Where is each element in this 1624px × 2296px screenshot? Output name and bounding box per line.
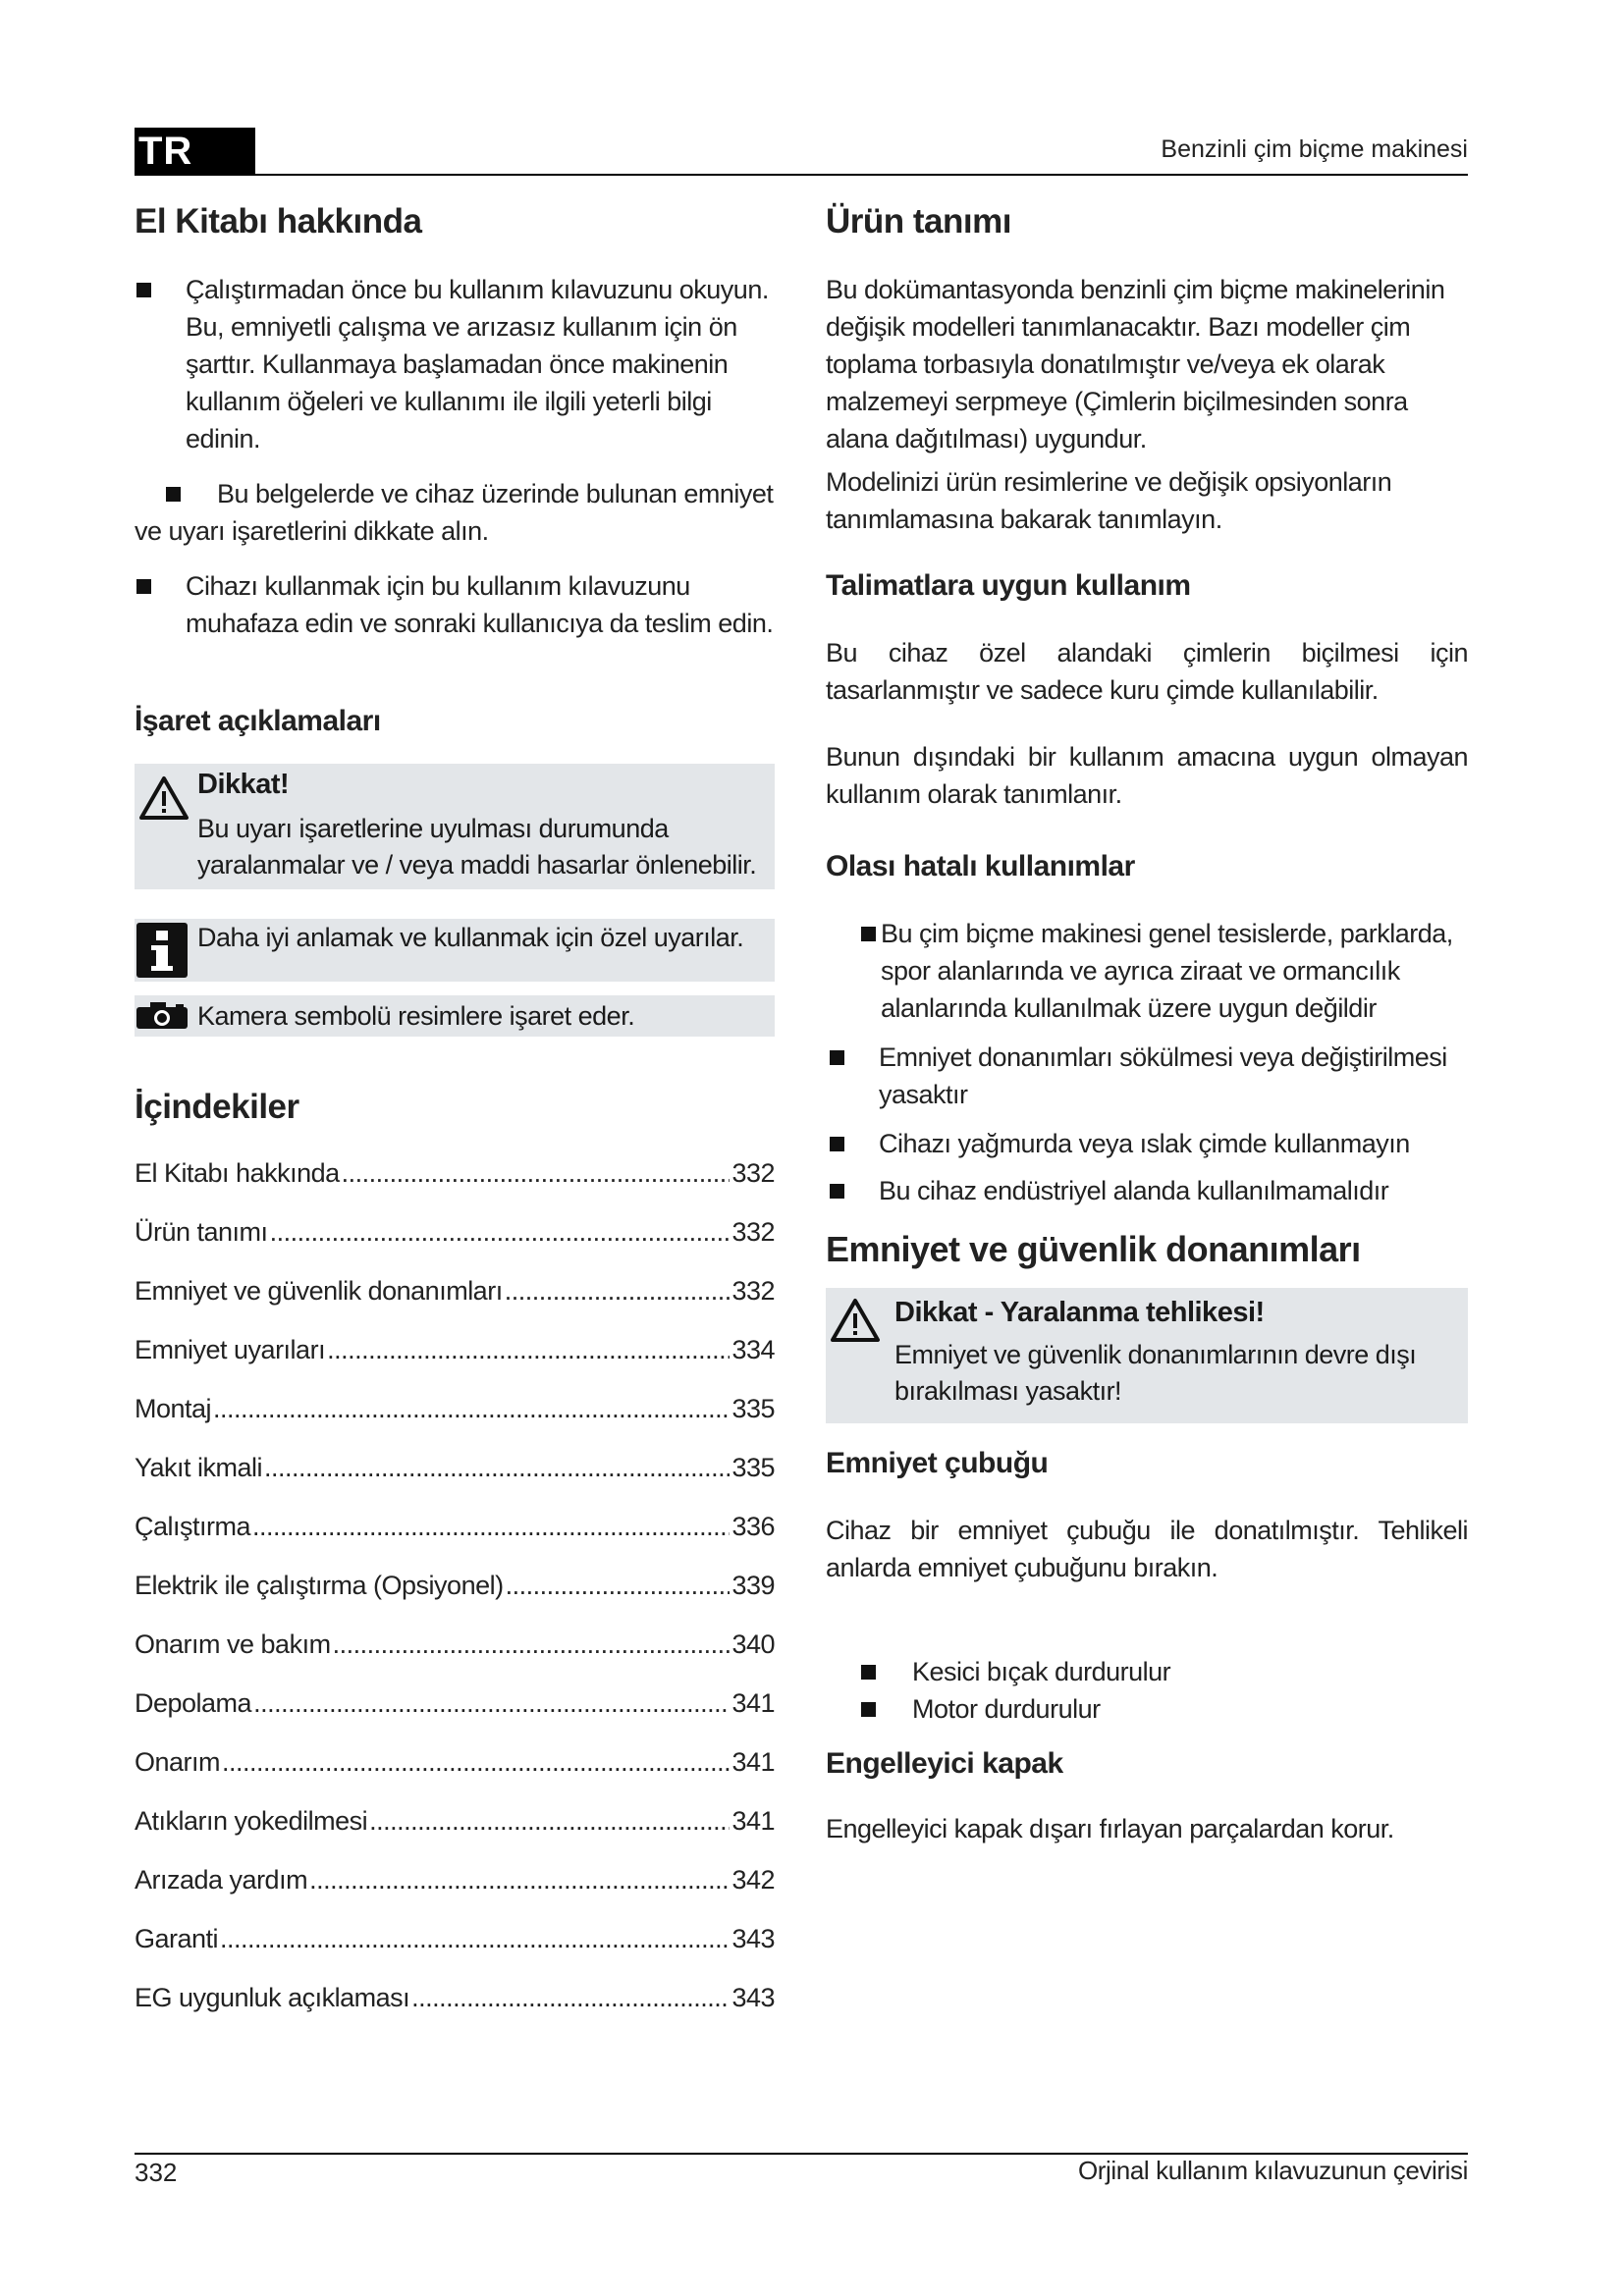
- footer-note: Orjinal kullanım kılavuzunun çevirisi: [1077, 2156, 1468, 2185]
- toc-entry[interactable]: Elektrik ile çalıştırma (Opsiyonel) ..... 339: [135, 1567, 775, 1626]
- about-bullet-3-text: Cihazı kullanmak için bu kullanım kılavuzunu muhafaza edin ve sonraki kullanıcıya da teslim edin.: [186, 571, 774, 638]
- misuse-bullet-1: [826, 915, 1493, 1027]
- toc-entry[interactable]: Montaj ..... 335: [135, 1390, 775, 1449]
- toc-entry[interactable]: Arızada yardım ..... 342: [135, 1861, 775, 1920]
- product-heading: Ürün tanımı: [826, 202, 1011, 240]
- info-text: Daha iyi anlamak ve kullanmak için özel uyarılar.: [197, 923, 744, 952]
- signs-heading: İşaret açıklamaları: [135, 705, 381, 737]
- camera-notice: [135, 995, 775, 1037]
- flap-heading: Engelleyici kapak: [826, 1747, 1063, 1780]
- intended-use-paragraph-2: Bunun dışındaki bir kullanım amacına uygun olmayan kullanım olarak tanımlanır.: [826, 742, 1468, 809]
- misuse-heading: Olası hatalı kullanımlar: [826, 850, 1135, 882]
- safety-warning-title: Dikkat - Yaralanma tehlikesi!: [894, 1297, 1265, 1328]
- bullet-square-icon: [861, 1702, 876, 1717]
- language-badge: TR: [135, 128, 255, 175]
- toc-entry[interactable]: Yakıt ikmali ..... 335: [135, 1449, 775, 1508]
- warning-title: Dikkat!: [197, 769, 290, 800]
- about-bullet-3: [135, 567, 775, 642]
- toc-entry[interactable]: Depolama ..... 341: [135, 1684, 775, 1743]
- misuse-bullet-4: [826, 1172, 1468, 1209]
- product-paragraph-1: Bu dokümantasyonda benzinli çim biçme makinelerinin değişik modelleri tanımlanacaktır. Bazı modeller çim toplama torbasıyla donatılmıştır ve/veya ek olarak malzemeyi serpmeye (Çimlerin biçilmesinden sonra alana dağıtılması) uygundur.: [826, 275, 1445, 454]
- warning-text: Bu uyarı işaretlerine uyulması durumunda yaralanmalar ve / veya maddi hasarlar önlenebilir.: [197, 814, 757, 880]
- safety-bar-heading: Emniyet çubuğu: [826, 1447, 1049, 1479]
- toc-heading: İçindekiler: [135, 1088, 299, 1126]
- intended-use-heading: Talimatlara uygun kullanım: [826, 569, 1191, 602]
- about-bullet-2-text: Bu belgelerde ve cihaz üzerinde bulunan emniyet ve uyarı işaretlerini dikkate alın.: [135, 479, 774, 546]
- page-number: 332: [135, 2158, 178, 2187]
- flap-paragraph: Engelleyici kapak dışarı fırlayan parçalardan korur.: [826, 1814, 1394, 1843]
- bullet-square-icon: [166, 487, 181, 502]
- bullet-square-icon: [861, 1665, 876, 1680]
- bullet-square-icon: [830, 1050, 844, 1065]
- bullet-square-icon: [136, 283, 151, 297]
- product-paragraph-2: Modelinizi ürün resimlerine ve değişik opsiyonların tanımlamasına bakarak tanımlayın.: [826, 467, 1392, 534]
- bullet-square-icon: [136, 579, 151, 594]
- toc-entry[interactable]: Atıkların yokedilmesi ..... 341: [135, 1802, 775, 1861]
- header-divider: [135, 174, 1468, 176]
- toc-entry[interactable]: Ürün tanımı ..... 332: [135, 1213, 775, 1272]
- toc-entry[interactable]: Çalıştırma ..... 336: [135, 1508, 775, 1567]
- toc-entry[interactable]: Onarım ..... 341: [135, 1743, 775, 1802]
- safety-bar-bullet-2-text: Motor durdurulur: [912, 1694, 1101, 1724]
- toc-entry[interactable]: EG uygunluk açıklaması ..... 343: [135, 1979, 775, 2038]
- safety-bar-bullet-1: [826, 1653, 1468, 1690]
- about-bullet-1: [135, 271, 775, 457]
- toc-list: [135, 1154, 775, 2038]
- safety-warning-text: Emniyet ve güvenlik donanımlarının devre dışı bırakılması yasaktır!: [894, 1340, 1417, 1406]
- misuse-bullet-3-text: Cihazı yağmurda veya ıslak çimde kullanmayın: [879, 1129, 1410, 1158]
- intended-use-paragraph-1: Bu cihaz özel alandaki çimlerin biçilmesi için tasarlanmıştır ve sadece kuru çimde kullanılabilir.: [826, 638, 1468, 705]
- misuse-bullet-2: [826, 1039, 1468, 1113]
- bullet-square-icon: [861, 927, 876, 941]
- bullet-square-icon: [830, 1184, 844, 1199]
- warning-triangle-icon: [830, 1298, 881, 1348]
- camera-icon: [135, 999, 189, 1036]
- misuse-bullet-2-text: Emniyet donanımları sökülmesi veya değiştirilmesi yasaktır: [879, 1042, 1447, 1109]
- toc-entry[interactable]: Garanti ..... 343: [135, 1920, 775, 1979]
- toc-entry[interactable]: Emniyet ve güvenlik donanımları ..... 332: [135, 1272, 775, 1331]
- about-bullet-1-text: Çalıştırmadan önce bu kullanım kılavuzunu okuyun. Bu, emniyetli çalışma ve arızasız kullanım için ön şarttır. Kullanmaya başlamadan önce makinenin kullanım öğeleri ve kullanımı ile ilgili yeterli bilgi edinin.: [186, 275, 769, 454]
- misuse-bullet-1-text: Bu çim biçme makinesi genel tesislerde, parklarda, spor alanlarında ve ayrıca ziraat ve ormancılık alanlarında kullanılmak üzere uygun değildir: [881, 919, 1453, 1023]
- camera-text: Kamera sembolü resimlere işaret eder.: [197, 1001, 635, 1031]
- warning-triangle-icon: [138, 775, 189, 826]
- header-title: Benzinli çim biçme makinesi: [1161, 135, 1468, 163]
- bullet-square-icon: [830, 1137, 844, 1151]
- toc-entry[interactable]: Onarım ve bakım ..... 340: [135, 1626, 775, 1684]
- misuse-bullet-3: [826, 1125, 1468, 1162]
- info-icon: [136, 923, 188, 978]
- warning-notice: [135, 764, 775, 889]
- footer-divider: [135, 2153, 1468, 2155]
- misuse-bullet-4-text: Bu cihaz endüstriyel alanda kullanılmamalıdır: [879, 1176, 1389, 1205]
- safety-bar-bullet-2: [826, 1690, 1468, 1728]
- safety-bar-bullet-1-text: Kesici bıçak durdurulur: [912, 1657, 1171, 1686]
- about-heading: El Kitabı hakkında: [135, 202, 422, 240]
- info-notice: [135, 919, 775, 982]
- safety-heading: Emniyet ve güvenlik donanımları: [826, 1229, 1361, 1269]
- toc-entry[interactable]: Emniyet uyarıları ..... 334: [135, 1331, 775, 1390]
- safety-bar-paragraph: Cihaz bir emniyet çubuğu ile donatılmıştır. Tehlikeli anlarda emniyet çubuğunu bırakın.: [826, 1516, 1468, 1582]
- toc-entry[interactable]: El Kitabı hakkında ..... 332: [135, 1154, 775, 1213]
- about-bullet-2: [135, 475, 775, 550]
- safety-warning-notice: [826, 1288, 1468, 1423]
